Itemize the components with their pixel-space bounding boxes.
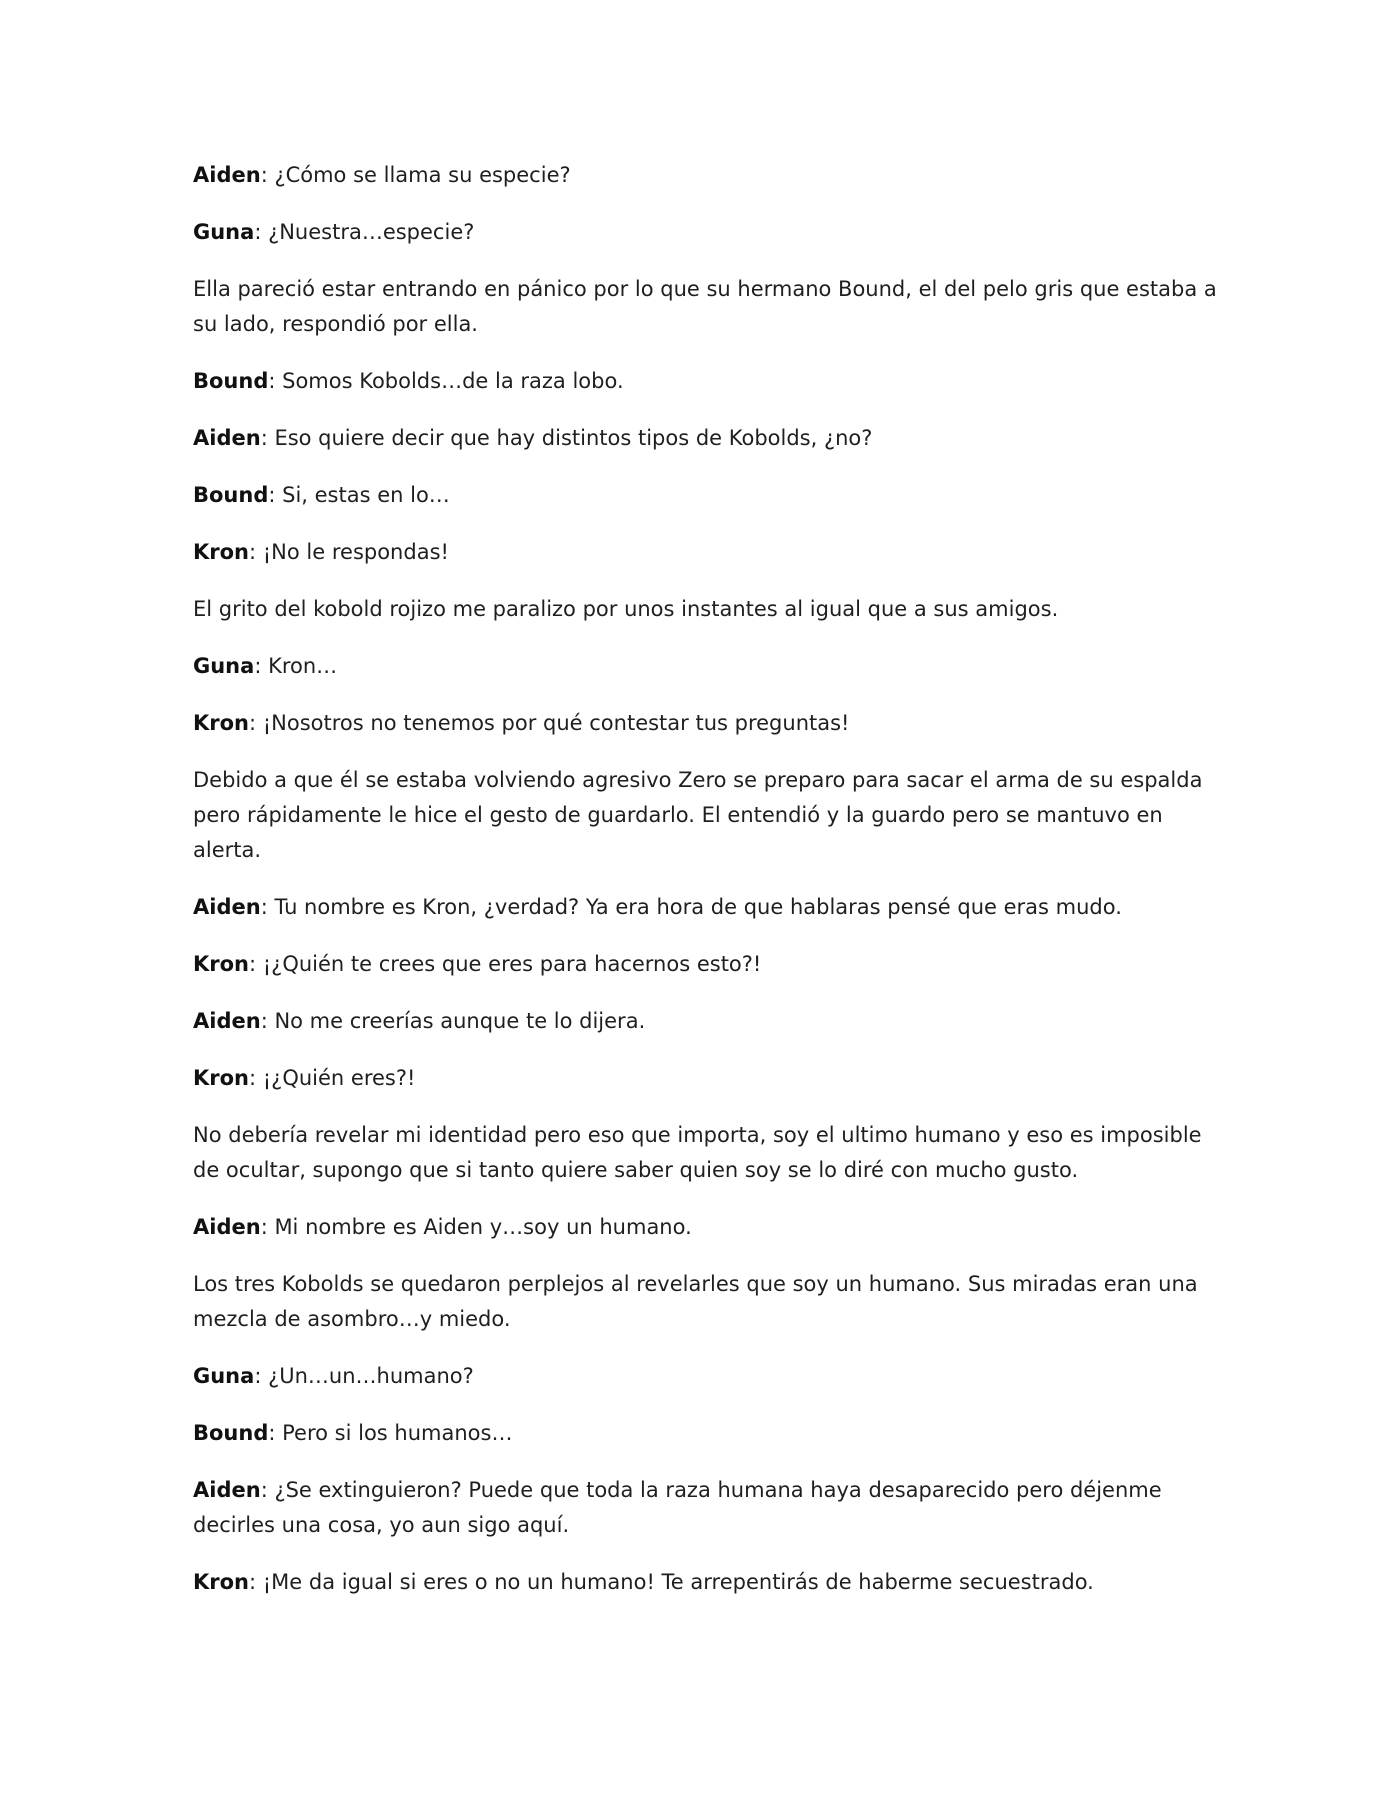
- line-text: : ¿Nuestra…especie?: [254, 220, 475, 244]
- speaker-name: Aiden: [193, 1215, 261, 1239]
- line-text: : ¡Nosotros no tenemos por qué contestar tus preguntas!: [249, 711, 850, 735]
- dialogue-line: [193, 1061, 1223, 1096]
- line-text: : No me creerías aunque te lo dijera.: [260, 1009, 646, 1033]
- speaker-name: Kron: [193, 540, 250, 564]
- narration-text: Debido a que él se estaba volviendo agresivo Zero se preparo para sacar el arma de su espalda pero rápidamente le hice el gesto de guardarlo. El entendió y la guardo pero se mantuvo en alerta.: [193, 768, 1203, 862]
- document-page: [193, 158, 1223, 1622]
- speaker-name: Bound: [193, 1421, 269, 1445]
- line-text: : Pero si los humanos…: [268, 1421, 513, 1445]
- dialogue-line: [193, 1210, 1223, 1245]
- speaker-name: Bound: [193, 369, 269, 393]
- narration-paragraph: [193, 272, 1223, 342]
- line-text: : ¡Me da igual si eres o no un humano! Te arrepentirás de haberme secuestrado.: [249, 1570, 1094, 1594]
- narration-text: No debería revelar mi identidad pero eso que importa, soy el ultimo humano y eso es imposible de ocultar, supongo que si tanto quiere saber quien soy se lo diré con mucho gusto.: [193, 1123, 1202, 1182]
- dialogue-line: [193, 478, 1223, 513]
- line-text: : Eso quiere decir que hay distintos tipos de Kobolds, ¿no?: [260, 426, 873, 450]
- narration-text: Los tres Kobolds se quedaron perplejos al revelarles que soy un humano. Sus miradas eran una mezcla de asombro…y miedo.: [193, 1272, 1198, 1331]
- speaker-name: Kron: [193, 1066, 250, 1090]
- line-text: : ¿Cómo se llama su especie?: [260, 163, 571, 187]
- dialogue-line: [193, 158, 1223, 193]
- dialogue-line: [193, 1004, 1223, 1039]
- speaker-name: Guna: [193, 1364, 255, 1388]
- line-text: : ¡¿Quién te crees que eres para hacernos esto?!: [249, 952, 762, 976]
- speaker-name: Aiden: [193, 1478, 261, 1502]
- dialogue-line: [193, 535, 1223, 570]
- speaker-name: Kron: [193, 711, 250, 735]
- speaker-name: Aiden: [193, 1009, 261, 1033]
- speaker-name: Aiden: [193, 163, 261, 187]
- line-text: : Kron…: [254, 654, 338, 678]
- line-text: : Si, estas en lo…: [268, 483, 450, 507]
- narration-paragraph: [193, 1118, 1223, 1188]
- speaker-name: Kron: [193, 1570, 250, 1594]
- dialogue-line: [193, 215, 1223, 250]
- dialogue-line: [193, 1359, 1223, 1394]
- speaker-name: Aiden: [193, 895, 261, 919]
- narration-paragraph: [193, 592, 1223, 627]
- speaker-name: Guna: [193, 654, 255, 678]
- dialogue-line: [193, 421, 1223, 456]
- dialogue-line: [193, 947, 1223, 982]
- narration-paragraph: [193, 1267, 1223, 1337]
- line-text: : Mi nombre es Aiden y…soy un humano.: [260, 1215, 692, 1239]
- dialogue-line: [193, 1416, 1223, 1451]
- narration-text: Ella pareció estar entrando en pánico por lo que su hermano Bound, el del pelo gris que estaba a su lado, respondió por ella.: [193, 277, 1217, 336]
- narration-paragraph: [193, 763, 1223, 868]
- line-text: : Somos Kobolds…de la raza lobo.: [268, 369, 624, 393]
- speaker-name: Aiden: [193, 426, 261, 450]
- speaker-name: Guna: [193, 220, 255, 244]
- dialogue-line: [193, 364, 1223, 399]
- dialogue-line: [193, 649, 1223, 684]
- dialogue-line: [193, 1473, 1223, 1543]
- speaker-name: Bound: [193, 483, 269, 507]
- line-text: : ¡¿Quién eres?!: [249, 1066, 416, 1090]
- line-text: : ¡No le respondas!: [249, 540, 449, 564]
- dialogue-line: [193, 1565, 1223, 1600]
- line-text: : ¿Un…un…humano?: [254, 1364, 474, 1388]
- dialogue-line: [193, 706, 1223, 741]
- line-text: : ¿Se extinguieron? Puede que toda la raza humana haya desaparecido pero déjenme decirles una cosa, yo aun sigo aquí.: [193, 1478, 1162, 1537]
- narration-text: El grito del kobold rojizo me paralizo por unos instantes al igual que a sus amigos.: [193, 597, 1059, 621]
- line-text: : Tu nombre es Kron, ¿verdad? Ya era hora de que hablaras pensé que eras mudo.: [260, 895, 1122, 919]
- dialogue-line: [193, 890, 1223, 925]
- speaker-name: Kron: [193, 952, 250, 976]
